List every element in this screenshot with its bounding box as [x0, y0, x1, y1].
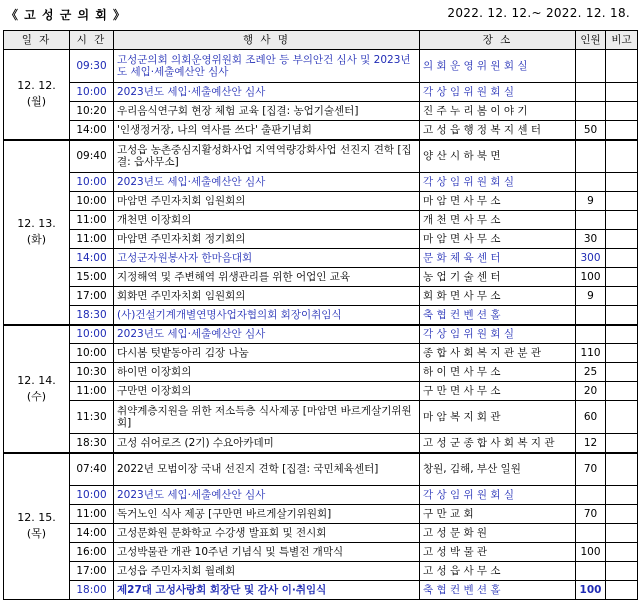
event-time: 11:00 — [70, 230, 114, 249]
attendee-count — [576, 211, 606, 230]
date-label: 12. 13. — [17, 217, 56, 230]
event-name: 2022년 모범이장 국내 선진지 견학 [집결: 국민체육센터] — [114, 453, 420, 486]
event-location: 회 화 면 사 무 소 — [420, 287, 576, 306]
attendee-count: 100 — [576, 268, 606, 287]
attendee-count — [576, 486, 606, 505]
note-cell — [606, 102, 638, 121]
event-time: 14:00 — [70, 524, 114, 543]
attendee-count: 300 — [576, 249, 606, 268]
attendee-count — [576, 140, 606, 173]
event-name: 제27대 고성사랑회 회장단 및 감사 이·취임식 — [114, 581, 420, 600]
note-cell — [606, 543, 638, 562]
table-row — [4, 306, 638, 325]
event-name: 2023년도 세입·세출예산안 심사 — [114, 325, 420, 344]
note-cell — [606, 83, 638, 102]
attendee-count: 100 — [576, 543, 606, 562]
date-label: 12. 15. — [17, 511, 56, 525]
note-cell — [606, 173, 638, 192]
event-location: 의 회 운 영 위 원 회 실 — [420, 50, 576, 83]
event-time: 09:40 — [70, 140, 114, 173]
note-cell — [606, 505, 638, 524]
note-cell — [606, 382, 638, 401]
note-cell — [606, 401, 638, 434]
event-time: 11:00 — [70, 382, 114, 401]
event-location: 고 성 박 물 관 — [420, 543, 576, 562]
table-row — [4, 192, 638, 211]
table-row — [4, 486, 638, 505]
note-cell — [606, 562, 638, 581]
note-cell — [606, 453, 638, 486]
event-name: 다시봄 텃밭동아리 김장 나눔 — [114, 344, 420, 363]
event-location: 고 성 읍 행 정 복 지 센 터 — [420, 121, 576, 140]
weekday-label: (화) — [26, 233, 47, 246]
schedule-table — [3, 30, 638, 600]
column-header: 인원 — [576, 31, 606, 50]
attendee-count — [576, 562, 606, 581]
event-time: 17:00 — [70, 287, 114, 306]
attendee-count — [576, 306, 606, 325]
event-name: 취약계층지원을 위한 저소득층 식사제공 [마암면 바르게살기위원회] — [114, 401, 420, 434]
date-label: 12. 12. — [17, 79, 56, 93]
attendee-count: 9 — [576, 287, 606, 306]
event-time: 10:00 — [70, 173, 114, 192]
event-time: 11:30 — [70, 401, 114, 434]
note-cell — [606, 140, 638, 173]
table-row — [4, 211, 638, 230]
table-row — [4, 453, 638, 486]
event-name: 회화면 주민자치회 임원회의 — [114, 287, 420, 306]
attendee-count: 60 — [576, 401, 606, 434]
date-label: 12. 14. — [17, 373, 56, 387]
table-row — [4, 363, 638, 382]
attendee-count: 9 — [576, 192, 606, 211]
day-date — [4, 140, 70, 325]
event-location: 고 성 군 종 합 사 회 복 지 관 — [420, 434, 576, 453]
event-location: 마 암 면 사 무 소 — [420, 230, 576, 249]
note-cell — [606, 434, 638, 453]
column-header: 일 자 — [4, 31, 70, 50]
table-row — [4, 505, 638, 524]
attendee-count: 30 — [576, 230, 606, 249]
event-location: 마 암 면 사 무 소 — [420, 192, 576, 211]
note-cell — [606, 363, 638, 382]
event-name: 고성박물관 개관 10주년 기념식 및 특별전 개막식 — [114, 543, 420, 562]
table-row — [4, 562, 638, 581]
table-row — [4, 401, 638, 434]
table-row — [4, 434, 638, 453]
event-location: 축 협 컨 벤 션 홀 — [420, 306, 576, 325]
note-cell — [606, 121, 638, 140]
event-name: 고성읍 주민자치회 월례회 — [114, 562, 420, 581]
event-time: 10:00 — [70, 325, 114, 344]
event-location: 개 천 면 사 무 소 — [420, 211, 576, 230]
note-cell — [606, 486, 638, 505]
event-location: 구 만 면 사 무 소 — [420, 382, 576, 401]
event-location: 문 화 체 육 센 터 — [420, 249, 576, 268]
column-header: 비고 — [606, 31, 638, 50]
event-time: 15:00 — [70, 268, 114, 287]
attendee-count — [576, 83, 606, 102]
event-name: 고성문화원 문화학교 수강생 발표회 및 전시회 — [114, 524, 420, 543]
event-name: 우리음식연구회 현장 체험 교육 [집결: 농업기술센터] — [114, 102, 420, 121]
table-row — [4, 268, 638, 287]
event-time: 18:00 — [70, 581, 114, 600]
weekday-label: (목) — [26, 527, 47, 541]
table-header — [4, 31, 638, 50]
attendee-count: 25 — [576, 363, 606, 382]
event-location: 양 산 시 하 북 면 — [420, 140, 576, 173]
attendee-count: 20 — [576, 382, 606, 401]
event-time: 09:30 — [70, 50, 114, 83]
event-location: 고 성 문 화 원 — [420, 524, 576, 543]
weekday-label: (수) — [26, 389, 47, 403]
event-time: 11:00 — [70, 505, 114, 524]
event-name: 2023년도 세입·세출예산안 심사 — [114, 486, 420, 505]
attendee-count — [576, 173, 606, 192]
table-row — [4, 230, 638, 249]
event-time: 16:00 — [70, 543, 114, 562]
event-time: 14:00 — [70, 121, 114, 140]
day-date — [4, 50, 70, 140]
event-location: 하 이 면 사 무 소 — [420, 363, 576, 382]
event-location: 창원, 김해, 부산 일원 — [420, 453, 576, 486]
column-header: 행 사 명 — [114, 31, 420, 50]
note-cell — [606, 581, 638, 600]
event-location: 각 상 임 위 원 회 실 — [420, 325, 576, 344]
event-name: 마암면 주민자치회 임원회의 — [114, 192, 420, 211]
event-time: 10:00 — [70, 83, 114, 102]
attendee-count: 50 — [576, 121, 606, 140]
note-cell — [606, 192, 638, 211]
attendee-count: 100 — [576, 581, 606, 600]
schedule-period: 2022. 12. 12.~ 2022. 12. 18. — [447, 6, 630, 20]
day-date — [4, 453, 70, 600]
event-location: 마 암 복 지 회 관 — [420, 401, 576, 434]
event-time: 11:00 — [70, 211, 114, 230]
table-row — [4, 173, 638, 192]
event-name: 지정해역 및 주변해역 위생관리를 위한 어업인 교육 — [114, 268, 420, 287]
event-name: '인생정거장, 나의 역사를 쓰다' 출판기념회 — [114, 121, 420, 140]
table-row — [4, 249, 638, 268]
event-location: 종 합 사 회 복 지 관 분 관 — [420, 344, 576, 363]
event-name: 고성 쉬어로즈 (2기) 수요아카데미 — [114, 434, 420, 453]
table-row — [4, 287, 638, 306]
table-row — [4, 121, 638, 140]
table-row — [4, 325, 638, 344]
event-time: 17:00 — [70, 562, 114, 581]
event-name: 독거노인 식사 제공 [구만면 바르게살기위원회] — [114, 505, 420, 524]
event-name: 마암면 주민자치회 정기회의 — [114, 230, 420, 249]
event-time: 10:00 — [70, 486, 114, 505]
event-location: 각 상 임 위 원 회 실 — [420, 173, 576, 192]
note-cell — [606, 325, 638, 344]
note-cell — [606, 50, 638, 83]
note-cell — [606, 249, 638, 268]
event-time: 18:30 — [70, 306, 114, 325]
event-name: 구만면 이장회의 — [114, 382, 420, 401]
event-name: 하이면 이장회의 — [114, 363, 420, 382]
column-header: 시 간 — [70, 31, 114, 50]
event-location: 고 성 읍 사 무 소 — [420, 562, 576, 581]
attendee-count: 12 — [576, 434, 606, 453]
event-location: 축 협 컨 벤 션 홀 — [420, 581, 576, 600]
attendee-count — [576, 524, 606, 543]
header — [0, 0, 640, 30]
attendee-count — [576, 50, 606, 83]
event-time: 10:30 — [70, 363, 114, 382]
event-name: 고성군의회 의회운영위원회 조례안 등 부의안건 심사 및 2023년도 세입·세출예산안 심사 — [114, 50, 420, 83]
table-row — [4, 50, 638, 83]
table-row — [4, 543, 638, 562]
event-time: 10:20 — [70, 102, 114, 121]
note-cell — [606, 524, 638, 543]
table-row — [4, 581, 638, 600]
event-time: 10:00 — [70, 344, 114, 363]
event-time: 10:00 — [70, 192, 114, 211]
event-location: 각 상 임 위 원 회 실 — [420, 486, 576, 505]
event-location: 농 업 기 술 센 터 — [420, 268, 576, 287]
table-row — [4, 344, 638, 363]
table-row — [4, 102, 638, 121]
note-cell — [606, 344, 638, 363]
attendee-count — [576, 325, 606, 344]
table-row — [4, 382, 638, 401]
note-cell — [606, 287, 638, 306]
day-date — [4, 325, 70, 453]
attendee-count — [576, 102, 606, 121]
table-row — [4, 140, 638, 173]
event-location: 구 만 교 회 — [420, 505, 576, 524]
table-row — [4, 83, 638, 102]
weekday-label: (월) — [26, 95, 47, 109]
note-cell — [606, 211, 638, 230]
event-name: 2023년도 세입·세출예산안 심사 — [114, 83, 420, 102]
event-location: 각 상 임 위 원 회 실 — [420, 83, 576, 102]
attendee-count: 70 — [576, 505, 606, 524]
event-name: 고성읍 농촌중심지활성화사업 지역역량강화사업 선진지 견학 [집결: 읍사무소] — [114, 140, 420, 173]
event-name: 개천면 이장회의 — [114, 211, 420, 230]
event-time: 07:40 — [70, 453, 114, 486]
event-name: 2023년도 세입·세출예산안 심사 — [114, 173, 420, 192]
note-cell — [606, 268, 638, 287]
event-location: 진 주 누 리 봄 이 야 기 — [420, 102, 576, 121]
event-name: (사)건설기계개별연명사업자협의회 회장이취임식 — [114, 306, 420, 325]
table-row — [4, 524, 638, 543]
event-time: 18:30 — [70, 434, 114, 453]
page-title: 《 고 성 군 의 회 》 — [6, 8, 127, 22]
attendee-count: 110 — [576, 344, 606, 363]
note-cell — [606, 306, 638, 325]
event-time: 14:00 — [70, 249, 114, 268]
attendee-count: 70 — [576, 453, 606, 486]
column-header: 장 소 — [420, 31, 576, 50]
event-name: 고성군자원봉사자 한마음대회 — [114, 249, 420, 268]
note-cell — [606, 230, 638, 249]
